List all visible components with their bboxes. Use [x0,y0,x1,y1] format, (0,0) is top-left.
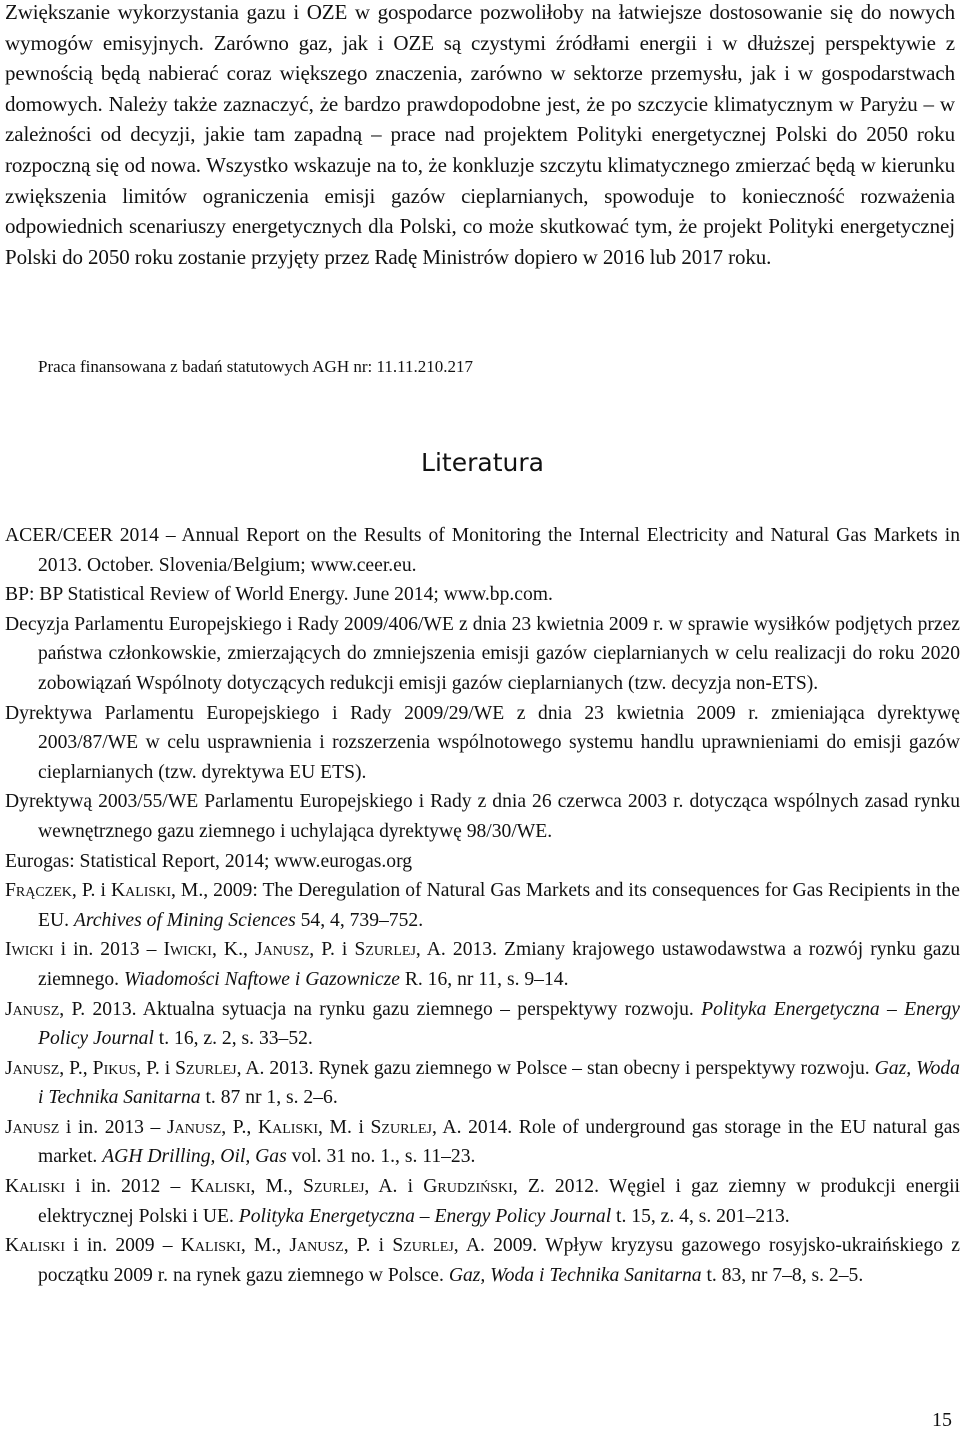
author-name: Grudziński [423,1176,513,1198]
reference-text: , A. 2013. Zmiany krajowego ustawodawstwa a rozwój rynku gazu ziemnego. [38,939,960,990]
reference-item [5,1113,960,1172]
reference-item [5,1231,960,1290]
document-page [5,0,960,1440]
journal-title: Polityka Energetyczna – Energy Policy Journal [38,998,960,1050]
reference-text: , M., [250,1176,303,1198]
author-name: Janusz [5,1057,60,1079]
reference-text: , P. i [71,880,111,902]
reference-text: , A. 2013. Rynek gazu ziemnego w Polsce – stan obecny i perspektywy rozwoju. [236,1057,875,1079]
reference-text: Dyrektywa Parlamentu Europejskiego i Rady 2009/29/WE z dnia 23 kwietnia 2009 r. zmieniająca dyrektywę 2003/87/WE w celu usprawnienia i rozszerzenia wspólnotowego systemu handlu uprawnieniami do emisji gazów cieplarnianych (tzw. dyrektywa EU ETS). [5,702,960,783]
reference-text: , M., 2009: The Deregulation of Natural Gas Markets and its consequences for Gas Recipients in the EU. [38,880,960,931]
reference-text: , A. 2014. Role of underground gas storage in the EU natural gas market. [38,1116,960,1168]
journal-title: Wiadomości Naftowe i Gazownicze [123,968,400,990]
reference-text: ACER/CEER 2014 – Annual Report on the Results of Monitoring the Internal Electricity and Natural Gas Markets in 2013. October. Slovenia/Belgium; www.ceer.eu. [5,525,960,576]
author-name: Kaliski [257,1116,318,1138]
author-name: Janusz [254,939,310,961]
author-name: Janusz [5,998,60,1020]
reference-text: Decyzja Parlamentu Europejskiego i Rady 2009/406/WE z dnia 23 kwietnia 2009 r. w sprawie wysiłków podjętych przez państwa członkowskie, zmierzających do zmniejszenia emisji gazów cieplarnianych w celu realizacji do roku 2020 zobowiązań Wspólnoty dotyczących redukcji emisji gazów cieplarnianych (tzw. decyzja non-ETS). [5,613,960,694]
body-paragraph: Zwiększanie wykorzystania gazu i OZE w gospodarce pozwoliłoby na łatwiejsze dostosowanie się do nowych wymogów emisyjnych. Zarówno gaz, jak i OZE są czystymi źródłami energii i w dłuższej perspektywie z pewnością będą nabierać coraz większego znaczenia, zarówno w sektorze przemysłu, jak i w gospodarstwach domowych. Należy także zaznaczyć, że bardzo prawdopodobne jest, że po szczycie klimatycznym w Paryżu – w zależności od decyzji, jakie tam zapadną – prace nad projektem Polityki energetycznej Polski do 2050 roku rozpoczną się od nowa. Wszystko wskazuje na to, że konkluzje szczytu klimatycznego zmierzać będą w kierunku zwiększenia limitów ograniczenia emisji gazów cieplarnianych, spowoduje to konieczność rozważenia odpowiednich scenariuszy energetycznych dla Polski, co może skutkować tym, że projekt Polityki energetycznej Polski do 2050 roku zostanie przyjęty przez Radę Ministrów dopiero w 2016 lub 2017 roku. [5,0,955,269]
author-name: Janusz [5,1116,60,1138]
reference-text: i in. 2013 – [53,939,164,961]
reference-text: Eurogas: Statistical Report, 2014; www.eurogas.org [5,850,413,872]
reference-item [5,995,960,1054]
reference-item [5,935,960,994]
reference-text: BP: BP Statistical Review of World Energy. June 2014; www.bp.com. [5,584,553,606]
section-title: Literatura [421,448,544,477]
reference-text: , M., [240,1235,290,1257]
reference-text: R. 16, nr 11, s. 9–14. [399,968,569,990]
author-name: Pikus [92,1057,137,1079]
author-name: Janusz [166,1116,222,1138]
reference-item [5,1172,960,1231]
reference-text: , A. i [364,1176,424,1198]
reference-text: , P. i [309,939,355,961]
reference-text: , P. i [343,1235,393,1257]
funding-note: Praca finansowana z badań statutowych AGH nr: 11.11.210.217 [38,357,473,376]
journal-title: Gaz, Woda i Technika Sanitarna [448,1264,702,1286]
reference-item [5,876,960,935]
reference-text: , P. i [136,1057,176,1079]
reference-text: i in. 2009 – [65,1235,181,1257]
reference-text: 54, 4, 739–752. [295,909,424,931]
reference-list [5,521,960,1290]
journal-title: Archives of Mining Sciences [73,909,296,931]
reference-item [5,610,960,699]
author-name: Kaliski [5,1235,66,1257]
reference-text: Dyrektywą 2003/55/WE Parlamentu Europejskiego i Rady z dnia 26 czerwca 2003 r. dotycząca wspólnych zasad rynku wewnętrznego gazu ziemnego i uchylająca dyrektywę 98/30/WE. [5,791,960,842]
reference-text: , K., [211,939,255,961]
reference-text: i in. 2012 – [65,1176,191,1198]
reference-text: , P., [221,1116,258,1138]
reference-text: t. 16, z. 2, s. 33–52. [153,1028,313,1050]
reference-text: , M. i [318,1116,371,1138]
author-name: Iwicki [5,939,54,961]
author-name: Szurlej [175,1057,237,1079]
reference-item [5,847,960,877]
page-number: 15 [932,1409,952,1431]
author-name: Szurlej [370,1116,432,1138]
reference-text: t. 83, nr 7–8, s. 2–5. [701,1264,864,1286]
author-name: Kaliski [190,1176,251,1198]
author-name: Iwicki [163,939,212,961]
author-name: Szurlej [302,1176,365,1198]
reference-text: i in. 2013 – [59,1116,167,1138]
reference-item [5,521,960,580]
reference-text: , P. 2013. Aktualna sytuacja na rynku gazu ziemnego – perspektywy rozwoju. [59,998,702,1020]
journal-title: AGH Drilling, Oil, Gas [102,1146,287,1168]
author-name: Kaliski [5,1176,66,1198]
reference-text: , Z. 2012. Węgiel i gaz ziemny w produkcji energii elektrycznej Polski i UE. [38,1176,960,1227]
author-name: Kaliski [180,1235,241,1257]
reference-text: , A. 2009. Wpływ kryzysu gazowego rosyjsko-ukraińskiego z początku 2009 r. na rynek gazu ziemnego w Polsce. [38,1235,960,1286]
journal-title: Polityka Energetyczna – Energy Policy Journal [238,1205,612,1227]
reference-text: t. 15, z. 4, s. 201–213. [611,1205,790,1227]
reference-text: , P., [59,1057,93,1079]
reference-text: t. 87 nr 1, s. 2–6. [200,1087,338,1109]
reference-item [5,1054,960,1113]
author-name: Frączek [5,880,72,902]
reference-text: vol. 31 no. 1., s. 11–23. [286,1146,476,1168]
author-name: Szurlej [392,1235,454,1257]
author-name: Szurlej [354,939,416,961]
author-name: Janusz [289,1235,344,1257]
reference-item [5,787,960,846]
journal-title: Gaz, Woda i Technika Sanitarna [38,1057,960,1109]
reference-item [5,580,960,610]
author-name: Kaliski [110,880,171,902]
reference-item [5,699,960,788]
